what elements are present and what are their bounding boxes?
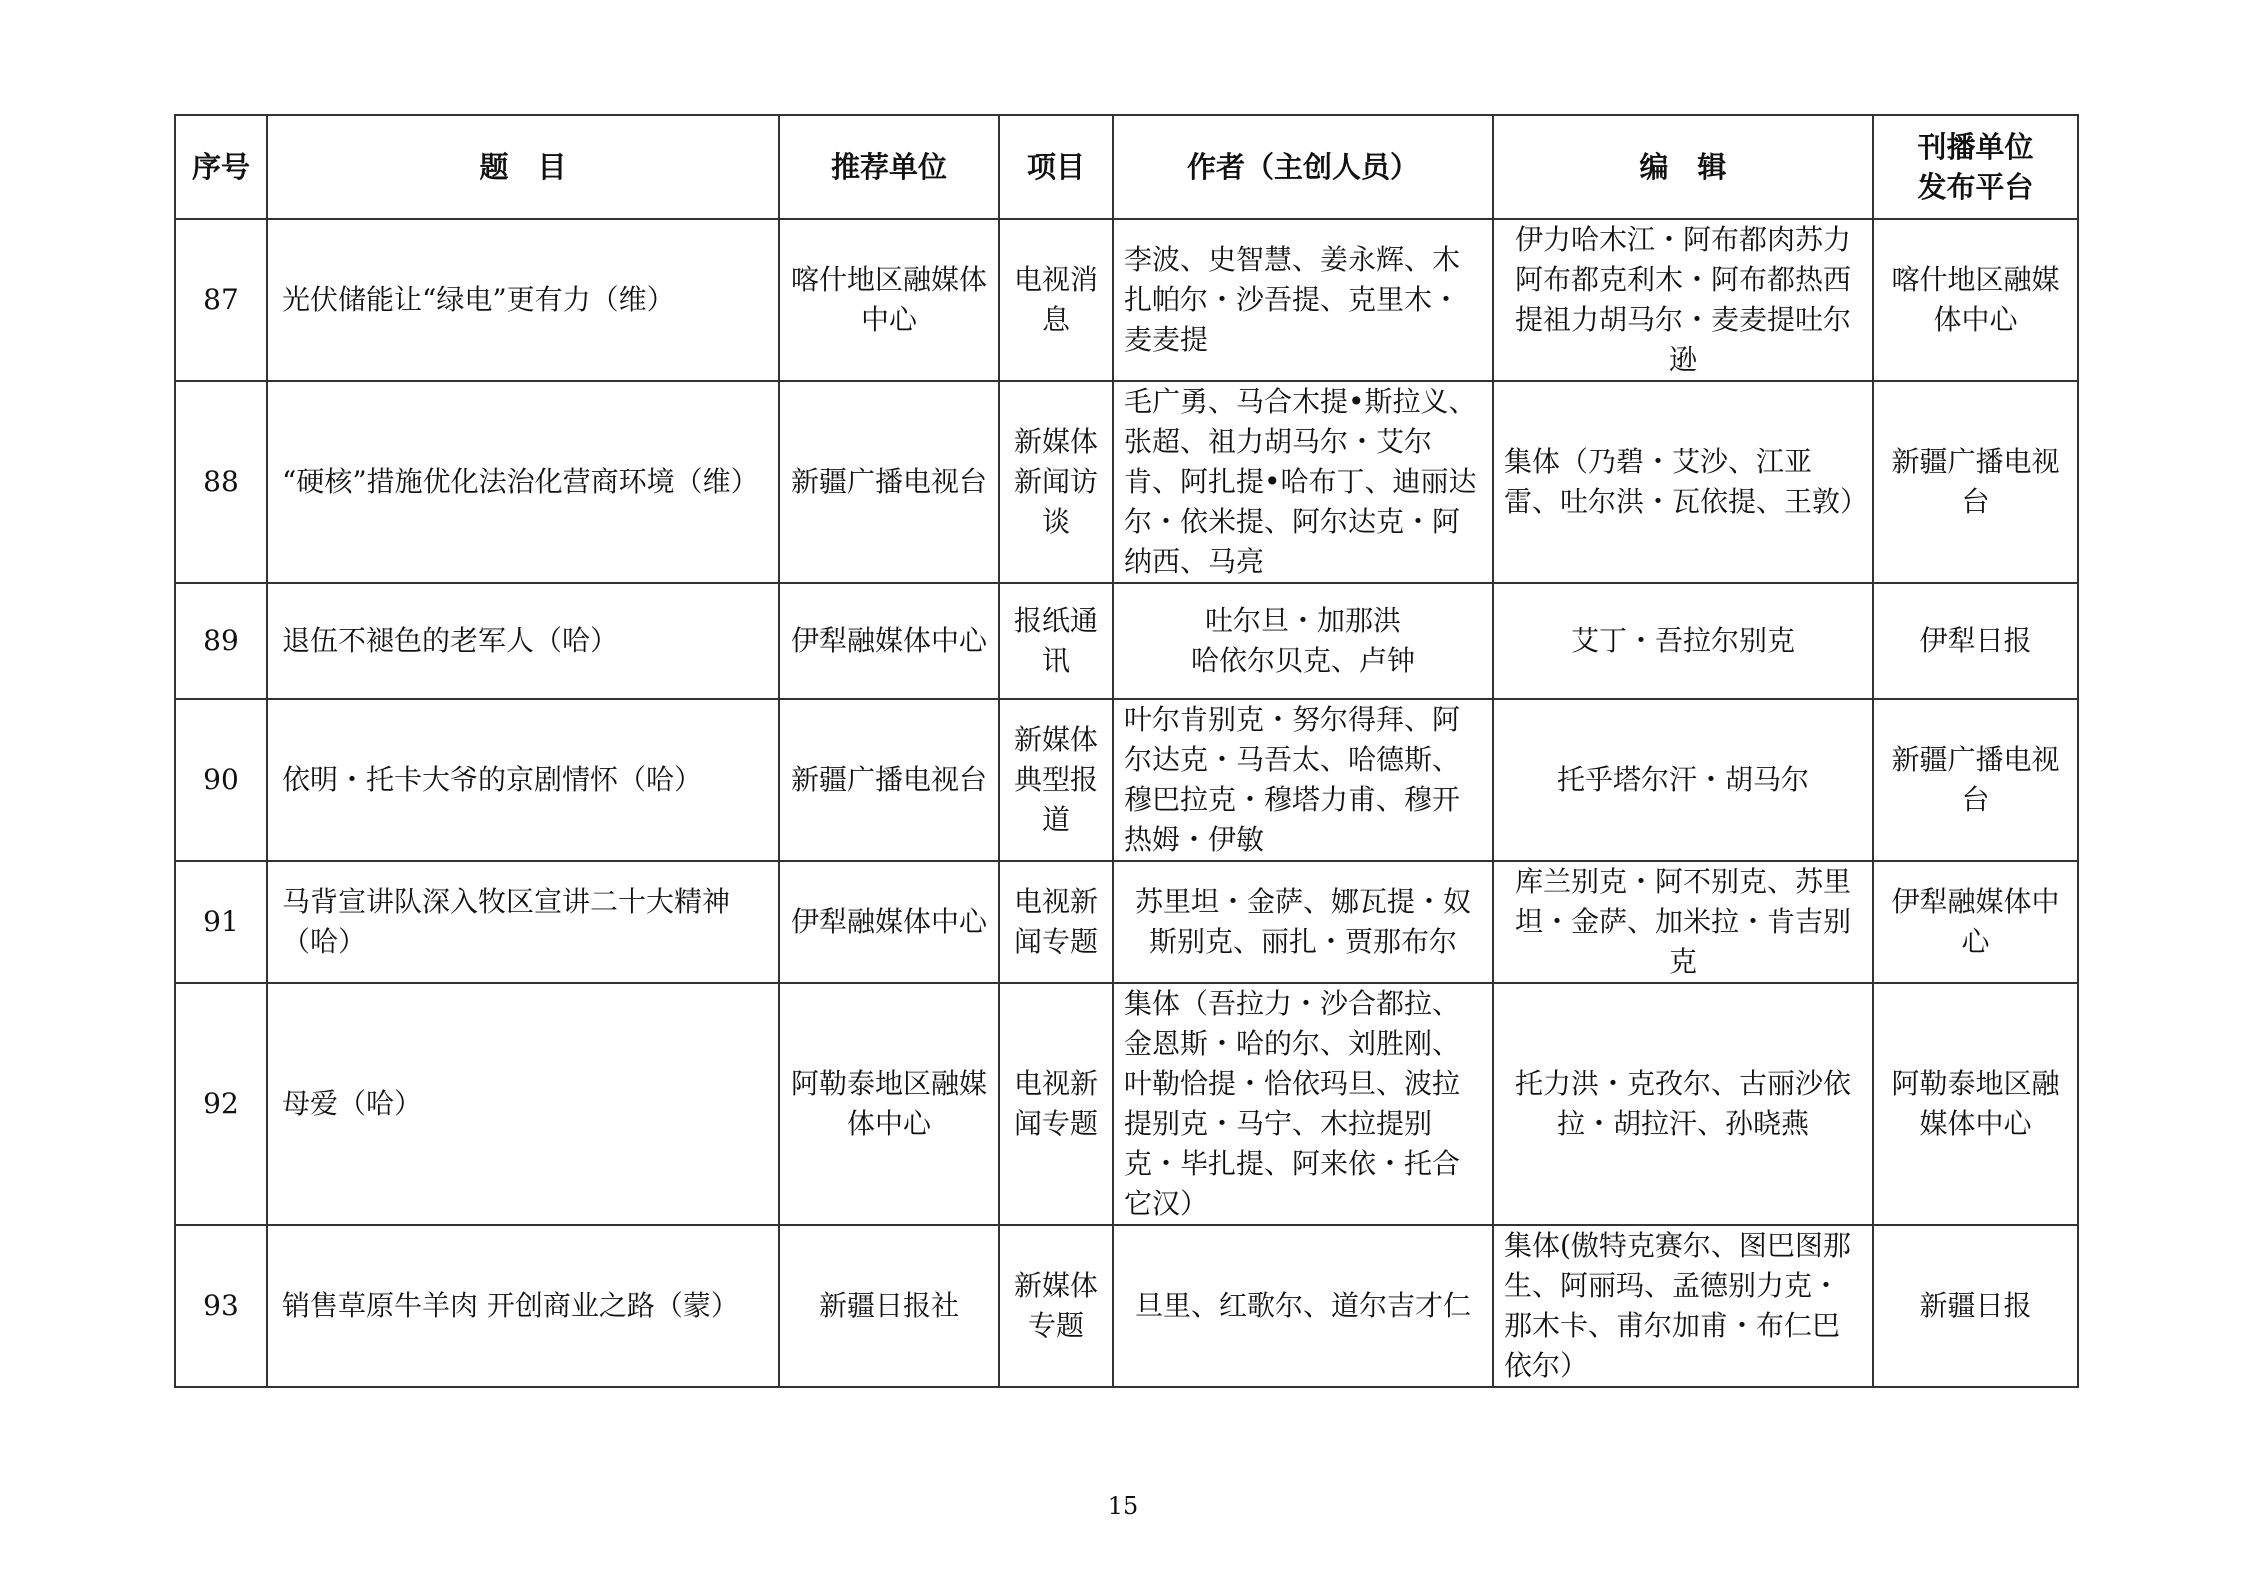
table-row — [175, 983, 2078, 1225]
header-author: 作者（主创人员） — [1113, 115, 1493, 219]
header-platform-line1: 刊播单位 — [1917, 130, 2034, 164]
table-row — [175, 861, 2078, 983]
table-row — [175, 699, 2078, 861]
row-title: 光伏储能让“绿电”更有力（维） — [267, 219, 779, 381]
header-unit: 推荐单位 — [779, 115, 999, 219]
row-author — [1113, 583, 1493, 699]
row-item: 电视新闻专题 — [999, 983, 1113, 1225]
row-editor: 集体（乃碧・艾沙、江亚雷、吐尔洪・瓦依提、王敦） — [1493, 381, 1873, 583]
row-platform: 新疆广播电视台 — [1873, 699, 2078, 861]
page-number: 15 — [1107, 1492, 1139, 1520]
row-platform: 新疆日报 — [1873, 1225, 2078, 1387]
row-editor: 托乎塔尔汗・胡马尔 — [1493, 699, 1873, 861]
row-editor: 艾丁・吾拉尔别克 — [1493, 583, 1873, 699]
row-platform: 阿勒泰地区融媒体中心 — [1873, 983, 2078, 1225]
table-row — [175, 1225, 2078, 1387]
row-editor: 伊力哈木江・阿布都肉苏力阿布都克利木・阿布都热西提祖力胡马尔・麦麦提吐尔逊 — [1493, 219, 1873, 381]
header-platform-line2: 发布平台 — [1917, 170, 2034, 204]
row-author: 集体（吾拉力・沙合都拉、金恩斯・哈的尔、刘胜刚、叶勒恰提・恰依玛旦、波拉提别克・马宁、木拉提别克・毕扎提、阿来依・托合它汉） — [1113, 983, 1493, 1225]
row-platform: 伊犁融媒体中心 — [1873, 861, 2078, 983]
row-title: 马背宣讲队深入牧区宣讲二十大精神（哈） — [267, 861, 779, 983]
row-num: 90 — [175, 699, 267, 861]
row-title: 依明・托卡大爷的京剧情怀（哈） — [267, 699, 779, 861]
row-unit: 新疆日报社 — [779, 1225, 999, 1387]
row-platform: 伊犁日报 — [1873, 583, 2078, 699]
row-author: 毛广勇、马合木提•斯拉义、张超、祖力胡马尔・艾尔肯、阿扎提•哈布丁、迪丽达尔・依米提、阿尔达克・阿纳西、马亮 — [1113, 381, 1493, 583]
row-platform: 喀什地区融媒体中心 — [1873, 219, 2078, 381]
row-author-line1: 吐尔旦・加那洪 — [1204, 604, 1401, 637]
row-title: “硬核”措施优化法治化营商环境（维） — [267, 381, 779, 583]
row-unit: 伊犁融媒体中心 — [779, 583, 999, 699]
row-num: 87 — [175, 219, 267, 381]
row-num: 89 — [175, 583, 267, 699]
row-item: 电视消息 — [999, 219, 1113, 381]
row-num: 88 — [175, 381, 267, 583]
table-row — [175, 381, 2078, 583]
row-unit: 喀什地区融媒体中心 — [779, 219, 999, 381]
row-item: 报纸通讯 — [999, 583, 1113, 699]
row-num: 93 — [175, 1225, 267, 1387]
row-editor: 集体(傲特克赛尔、图巴图那生、阿丽玛、孟德别力克・那木卡、甫尔加甫・布仁巴依尔） — [1493, 1225, 1873, 1387]
row-platform: 新疆广播电视台 — [1873, 381, 2078, 583]
row-item: 电视新闻专题 — [999, 861, 1113, 983]
header-editor: 编 辑 — [1493, 115, 1873, 219]
header-item: 项目 — [999, 115, 1113, 219]
header-num: 序号 — [175, 115, 267, 219]
row-title: 退伍不褪色的老军人（哈） — [267, 583, 779, 699]
row-unit: 阿勒泰地区融媒体中心 — [779, 983, 999, 1225]
row-title: 销售草原牛羊肉 开创商业之路（蒙） — [267, 1225, 779, 1387]
header-platform — [1873, 115, 2078, 219]
row-editor: 托力洪・克孜尔、古丽沙依拉・胡拉汗、孙晓燕 — [1493, 983, 1873, 1225]
row-editor: 库兰别克・阿不别克、苏里坦・金萨、加米拉・肯吉别克 — [1493, 861, 1873, 983]
row-author-line2: 哈依尔贝克、卢钟 — [1190, 644, 1415, 677]
row-num: 91 — [175, 861, 267, 983]
row-author: 苏里坦・金萨、娜瓦提・奴斯别克、丽扎・贾那布尔 — [1113, 861, 1493, 983]
row-author: 叶尔肯别克・努尔得拜、阿尔达克・马吾太、哈德斯、穆巴拉克・穆塔力甫、穆开热姆・伊敏 — [1113, 699, 1493, 861]
row-author: 旦里、红歌尔、道尔吉才仁 — [1113, 1225, 1493, 1387]
table-row — [175, 219, 2078, 381]
row-item: 新媒体典型报道 — [999, 699, 1113, 861]
row-unit: 新疆广播电视台 — [779, 381, 999, 583]
header-row — [175, 115, 2078, 219]
row-num: 92 — [175, 983, 267, 1225]
table-row — [175, 583, 2078, 699]
row-author: 李波、史智慧、姜永辉、木扎帕尔・沙吾提、克里木・麦麦提 — [1113, 219, 1493, 381]
header-title: 题 目 — [267, 115, 779, 219]
row-item: 新媒体新闻访谈 — [999, 381, 1113, 583]
awards-table — [174, 114, 2079, 1388]
row-item: 新媒体专题 — [999, 1225, 1113, 1387]
row-unit: 新疆广播电视台 — [779, 699, 999, 861]
row-unit: 伊犁融媒体中心 — [779, 861, 999, 983]
row-title: 母爱（哈） — [267, 983, 779, 1225]
